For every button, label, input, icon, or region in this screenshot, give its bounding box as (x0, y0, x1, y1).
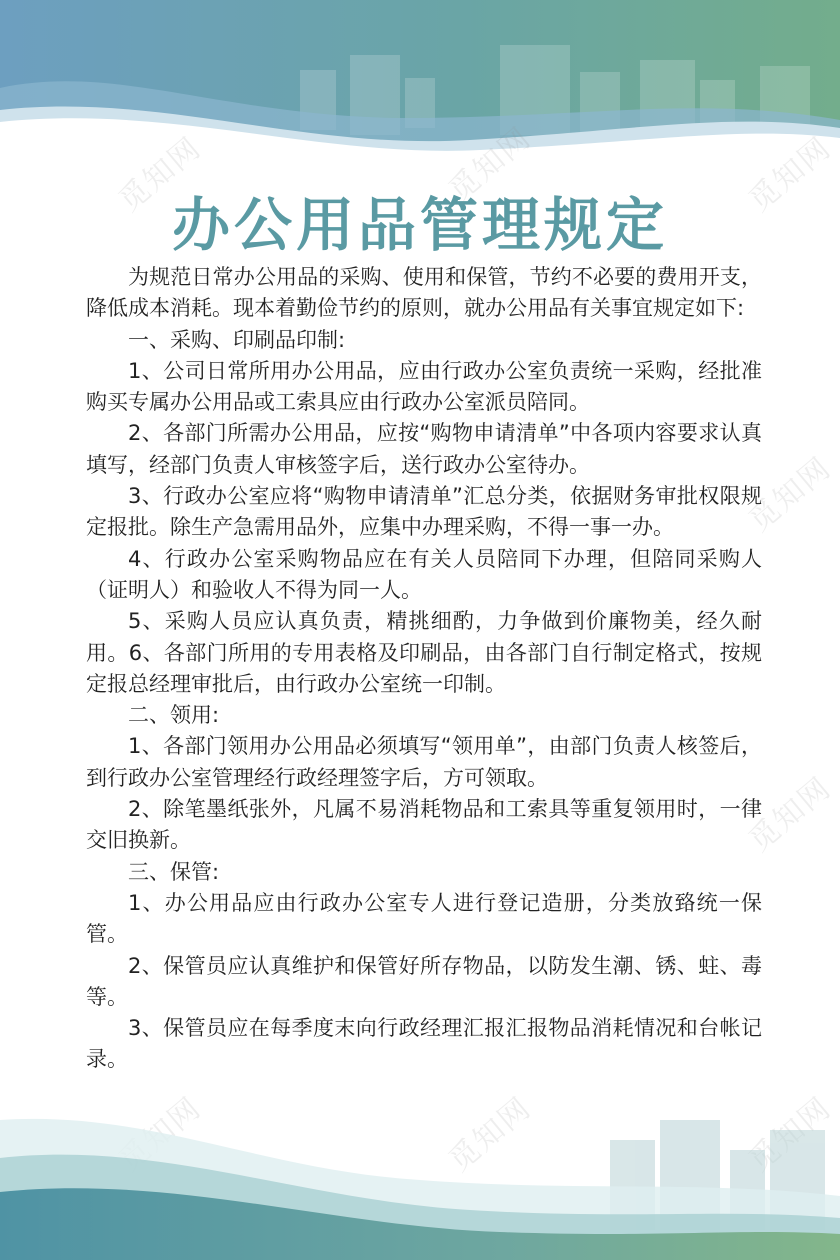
watermark: 觅知网 (112, 130, 209, 219)
clause-paragraph: 4、行政办公室采购物品应在有关人员陪同下办理，但陪同采购人（证明人）和验收人不得为同一人。 (86, 546, 762, 602)
watermark: 觅知网 (742, 450, 839, 539)
clause-paragraph: 2、保管员应认真维护和保管好所存物品，以防发生潮、锈、蛀、毒等。 (86, 953, 762, 1009)
footer-skyline-wave (0, 1100, 840, 1260)
watermark: 觅知网 (742, 130, 839, 219)
section-heading: 一、采购、印刷品印制: (128, 327, 346, 352)
page-title: 办公用品管理规定 (171, 191, 668, 259)
clause-paragraph: 2、各部门所需办公用品，应按“购物申请清单”中各项内容要求认真填写，经部门负责人审核签字后，送行政办公室待办。 (86, 421, 762, 477)
regulation-body (86, 262, 762, 1076)
clause-paragraph: 3、行政办公室应将“购物申请清单”汇总分类，依据财务审批权限规定报批。除生产急需用品外，应集中办理采购，不得一事一办。 (86, 484, 762, 540)
clause-paragraph: 1、公司日常所用办公用品，应由行政办公室负责统一采购，经批准购买专属办公用品或工索具应由行政办公室派员陪同。 (86, 358, 762, 415)
intro-paragraph: 为规范日常办公用品的采购、使用和保管，节约不必要的费用开支，降低成本消耗。现本着勤俭节约的原则，就办公用品有关事宜规定如下: (86, 265, 762, 321)
clause-paragraph: 2、除笔墨纸张外，凡属不易消耗物品和工索具等重复领用时，一律交旧换新。 (86, 797, 762, 853)
clause-paragraph: 5、采购人员应认真负责，精挑细酌，力争做到价廉物美，经久耐用。6、各部门所用的专用表格及印刷品，由各部门自行制定格式，按规定报总经理审批后，由行政办公室统一印制。 (86, 609, 762, 696)
watermark: 觅知网 (442, 120, 539, 209)
clause-paragraph: 3、保管员应在每季度末向行政经理汇报汇报物品消耗情况和台帐记录。 (86, 1016, 762, 1072)
clause-paragraph: 1、各部门领用办公用品必须填写“领用单”，由部门负责人核签后，到行政办公室管理经行政经理签字后，方可领取。 (86, 734, 762, 790)
clause-paragraph: 1、办公用品应由行政办公室专人进行登记造册，分类放臵统一保管。 (86, 890, 762, 947)
section-heading: 三、保管: (128, 859, 220, 884)
section-heading: 二、领用: (128, 703, 220, 728)
watermark: 觅知网 (442, 1090, 539, 1179)
header-skyline-wave (0, 0, 840, 160)
watermark: 觅知网 (742, 770, 839, 859)
